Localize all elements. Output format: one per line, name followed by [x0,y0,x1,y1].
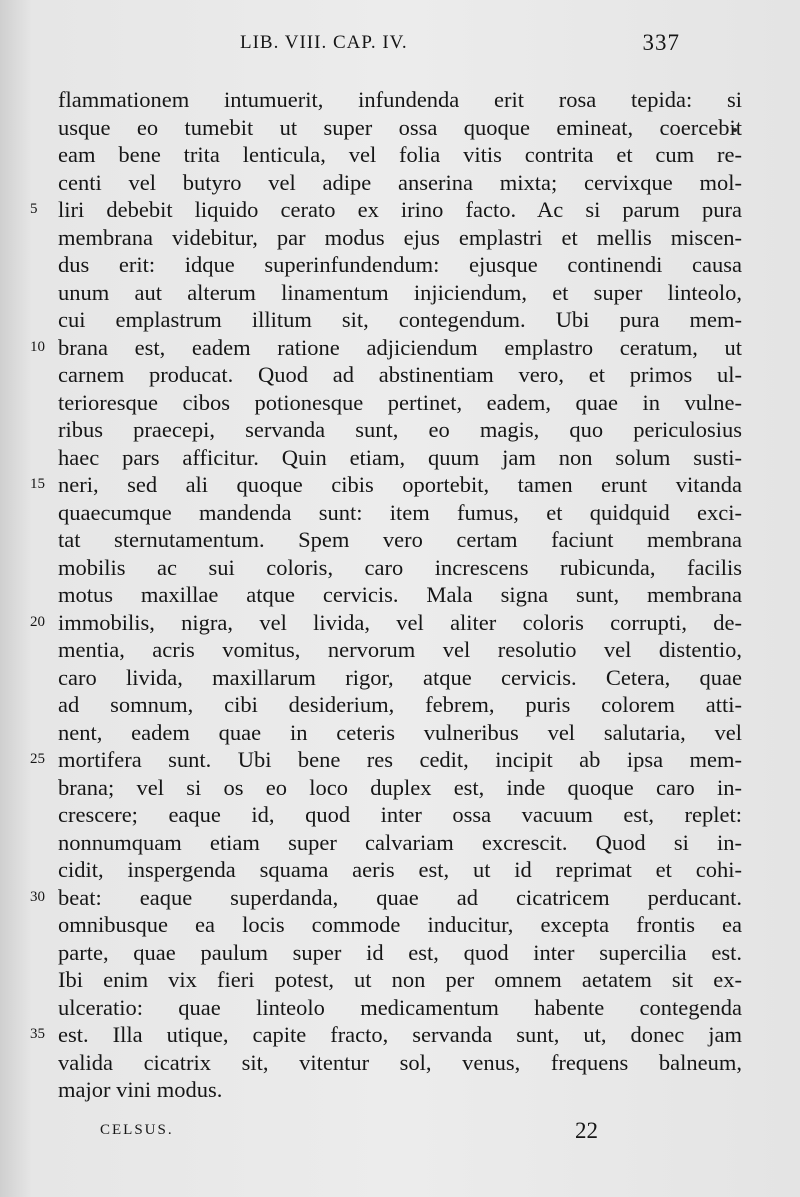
text-line [30,444,742,472]
text-line [30,884,742,912]
line-text: flammationem intumuerit, infundenda erit rosa tepida: si [58,87,742,112]
line-number: 25 [30,751,45,767]
line-text: nent, eadem quae in ceteris vulneribus vel salutaria, vel [58,719,742,745]
line-text: cui emplastrum illitum sit, contegendum. Ubi pura mem- [58,307,742,332]
line-text: caro livida, maxillarum rigor, atque cervicis. Cetera, quae [58,664,742,690]
line-text: carnem producat. Quod ad abstinentiam vero, et primos ul- [58,362,742,387]
line-number: 20 [30,613,45,630]
text-line [30,774,742,802]
text-line [30,746,742,774]
line-text: mentia, acris vomitus, nervorum vel resolutio vel distentio, [58,637,742,662]
text-line [30,856,742,884]
text-line [30,829,742,857]
running-head [240,32,690,62]
text-line [30,691,742,719]
line-text: terioresque cibos potionesque pertinet, eadem, quae in vulne- [58,389,742,415]
printer-signature: CELSUS. [100,1122,174,1138]
text-line [30,279,742,307]
page-footer [100,1118,600,1148]
line-text: mortifera sunt. Ubi bene res cedit, incipit ab ipsa mem- [58,747,742,772]
text-line [30,389,742,417]
text-line [30,664,742,692]
line-text: eam bene trita lenticula, vel folia vitis contrita et cum re- [58,142,742,167]
line-number: 30 [30,888,45,905]
line-text: ad somnum, cibi desiderium, febrem, puris colorem atti- [58,692,742,717]
text-line [30,224,742,252]
line-text: tat sternutamentum. Spem vero certam faciunt membrana [58,527,742,552]
text-line [30,196,742,224]
text-line [30,334,742,362]
text-line [30,609,742,637]
text-line [30,1021,742,1049]
line-text: immobilis, nigra, vel livida, vel aliter coloris corrupti, de- [58,609,742,635]
text-line [30,719,742,747]
text-line [30,911,742,939]
text-line [30,526,742,554]
text-line [30,114,742,142]
line-text: membrana videbitur, par modus ejus emplastri et mellis miscen- [58,224,742,250]
line-text: cidit, inspergenda squama aeris est, ut id reprimat et cohi- [58,857,742,882]
line-text: brana; vel si os eo loco duplex est, inde quoque caro in- [58,774,742,800]
line-text: unum aut alterum linamentum injiciendum, et super linteolo, [58,279,742,305]
line-text: liri debebit liquido cerato ex irino facto. Ac si parum pura [58,197,742,222]
line-text: omnibusque ea locis commode inducitur, excepta frontis ea [58,912,742,937]
text-line [30,801,742,829]
line-text: crescere; eaque id, quod inter ossa vacuum est, replet: [58,802,742,827]
text-line [30,86,742,114]
line-text: brana est, eadem ratione adjiciendum emplastro ceratum, ut [58,334,742,360]
signature-mark: 22 [575,1118,598,1143]
text-line [30,169,742,197]
text-line [30,251,742,279]
line-text: mobilis ac sui coloris, caro increscens rubicunda, facilis [58,554,742,580]
text-line [30,581,742,609]
line-number: 10 [30,338,45,355]
line-text: valida cicatrix sit, vitentur sol, venus, frequens balneum, [58,1049,742,1075]
text-line [30,416,742,444]
line-text: dus erit: idque superinfundendum: ejusque continendi causa [58,252,742,277]
text-line [30,994,742,1022]
line-text: ribus praecepi, servanda sunt, eo magis, quo periculosius [58,417,742,442]
line-text: major vini modus. [58,1077,223,1102]
line-text: ulceratio: quae linteolo medicamentum habente contegenda [58,994,742,1020]
text-line [30,499,742,527]
text-line [30,939,742,967]
line-number: 5 [30,201,38,217]
text-line [30,1076,742,1104]
line-text: Ibi enim vix fieri potest, ut non per omnem aetatem sit ex- [58,967,742,992]
line-text: parte, quae paulum super id est, quod inter supercilia est. [58,939,742,965]
line-text: centi vel butyro vel adipe anserina mixta; cervixque mol- [58,169,742,195]
line-text: quaecumque mandenda sunt: item fumus, et quidquid exci- [58,499,742,525]
text-line [30,1049,742,1077]
text-line [30,361,742,389]
text-line [30,141,742,169]
line-text: est. Illa utique, capite fracto, servanda sunt, ut, donec jam [58,1022,742,1047]
text-line [30,636,742,664]
text-line [30,554,742,582]
page-number: 337 [642,30,680,55]
line-text: usque eo tumebit ut super ossa quoque emineat, coercebit [58,114,742,140]
line-text: neri, sed ali quoque cibis oportebit, tamen erunt vitanda [58,472,742,497]
body-text [30,86,742,1104]
line-number: 15 [30,476,45,492]
line-number: 35 [30,1026,45,1042]
line-text: nonnumquam etiam super calvariam excrescit. Quod si in- [58,829,742,855]
line-text: haec pars afficitur. Quin etiam, quum jam non solum susti- [58,444,742,470]
running-title: LIB. VIII. CAP. IV. [240,32,408,53]
text-line [30,966,742,994]
line-text: motus maxillae atque cervicis. Mala signa sunt, membrana [58,582,742,607]
text-line [30,471,742,499]
text-line [30,306,742,334]
line-text: beat: eaque superdanda, quae ad cicatricem perducant. [58,884,742,910]
